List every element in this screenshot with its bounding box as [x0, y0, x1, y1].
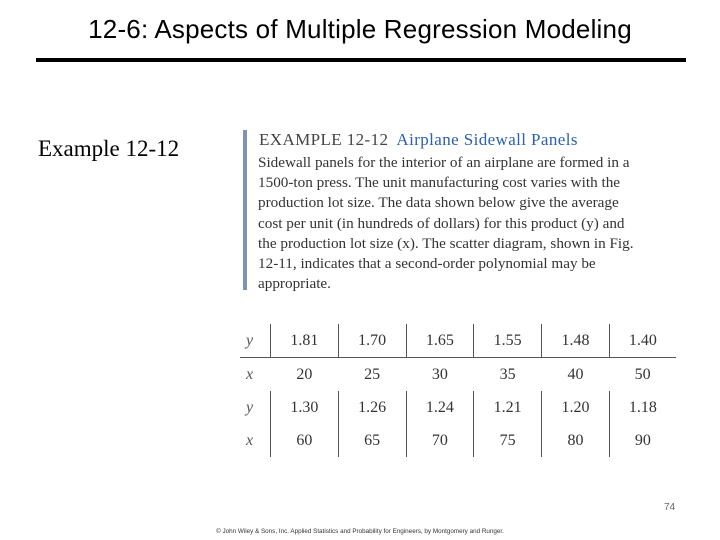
table-cell: 1.48 [542, 324, 610, 358]
table-cell: 40 [567, 365, 584, 383]
table-row [240, 424, 676, 457]
table-cell: 80 [542, 424, 610, 457]
table-cell: 65 [338, 424, 406, 457]
table-cell: 50 [634, 365, 651, 383]
example-subtitle: Airplane Sidewall Panels [396, 130, 578, 149]
table-cell: 1.81 [271, 324, 339, 358]
example-body-line: Sidewall panels for the interior of an airplane are formed in a [258, 154, 630, 171]
page-number: 74 [664, 502, 676, 513]
table-cell: 1.40 [609, 324, 676, 358]
example-body [258, 153, 672, 294]
copyright-footer: © John Wiley & Sons, Inc. Applied Statistics and Probability for Engineers, by Montgomery and Runger. [216, 528, 504, 535]
table-row [240, 358, 676, 392]
table-cell: 35 [499, 365, 516, 383]
table-cell: 1.55 [474, 324, 542, 358]
table-cell: 75 [474, 424, 542, 457]
example-body-line: cost per unit (in hundreds of dollars) for this product (y) and [258, 214, 625, 232]
example-body-line: the production lot size (x). The scatter diagram, shown in Fig. [258, 234, 634, 252]
table-cell: 1.24 [406, 391, 474, 424]
table-cell: 25 [364, 365, 381, 383]
table-cell: 1.18 [609, 391, 676, 424]
example-body-line: 1500-ton press. The unit manufacturing cost varies with the [258, 174, 621, 192]
data-table [240, 324, 676, 457]
table-cell: 70 [406, 424, 474, 457]
example-accent-bar [243, 130, 247, 290]
example-body-line: appropriate. [258, 275, 331, 293]
table-cell: 1.20 [542, 391, 610, 424]
table-cell: 1.21 [474, 391, 542, 424]
table-cell: 90 [609, 424, 676, 457]
table-cell: 1.65 [406, 324, 474, 358]
table-cell: 1.26 [338, 391, 406, 424]
example-heading: EXAMPLE 12-12 [259, 130, 389, 149]
slide-title: 12-6: Aspects of Multiple Regression Modeling [88, 14, 632, 44]
example-header [259, 130, 578, 150]
table-cell: 1.70 [338, 324, 406, 358]
example-body-line: production lot size. The data shown below give the average [258, 194, 619, 212]
table-row [240, 324, 676, 358]
example-label: Example 12-12 [38, 136, 180, 161]
row-variable: y [246, 398, 254, 416]
table-row [240, 391, 676, 424]
row-variable: y [240, 324, 271, 358]
example-body-line: 12-11, indicates that a second-order polynomial may be [258, 255, 596, 273]
table-cell: 1.30 [271, 391, 339, 424]
title-underline [36, 58, 686, 62]
table-cell: 20 [296, 365, 313, 383]
table-cell: 60 [271, 424, 339, 457]
table-cell: 30 [431, 365, 448, 383]
row-variable: x [246, 431, 254, 449]
row-variable: x [246, 365, 254, 383]
